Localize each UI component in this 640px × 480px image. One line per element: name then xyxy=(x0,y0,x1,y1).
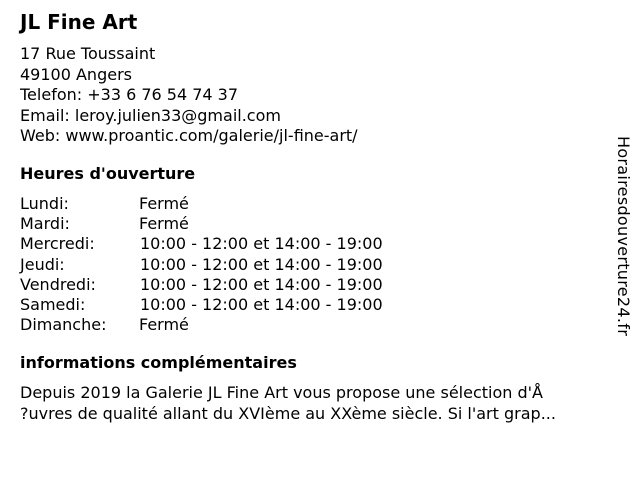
email-line: Email: leroy.julien33@gmail.com xyxy=(20,105,281,125)
web-line: Web: www.proantic.com/galerie/jl-fine-art/ xyxy=(20,126,358,145)
additional-info-text xyxy=(20,382,556,424)
opening-hours-heading: Heures d'ouverture xyxy=(20,164,196,183)
day-label: Lundi: xyxy=(20,194,69,213)
day-label: Dimanche: xyxy=(20,315,107,335)
phone-line: Telefon: +33 6 76 54 74 37 xyxy=(20,85,239,104)
site-watermark: Horairesdouverture24.fr xyxy=(614,136,633,337)
address-line-city: 49100 Angers xyxy=(20,64,132,84)
hours-value: 10:00 - 12:00 et 14:00 - 19:00 xyxy=(140,294,383,314)
hours-value: Fermé xyxy=(139,214,189,234)
business-name: JL Fine Art xyxy=(20,10,138,34)
info-line: ?uvres de qualité allant du XVIème au XXème siècle. Si l'art grap... xyxy=(20,404,556,423)
hours-value: 10:00 - 12:00 et 14:00 - 19:00 xyxy=(140,234,383,254)
day-label: Mardi: xyxy=(20,214,70,234)
hours-value: Fermé xyxy=(139,194,189,213)
day-label: Vendredi: xyxy=(20,274,96,294)
hours-value: Fermé xyxy=(139,315,189,335)
day-label: Samedi: xyxy=(20,294,86,314)
contact-block xyxy=(20,44,358,147)
hours-value: 10:00 - 12:00 et 14:00 - 19:00 xyxy=(140,274,383,294)
day-label: Jeudi: xyxy=(20,254,65,274)
additional-info-heading: informations complémentaires xyxy=(20,353,297,372)
info-line: Depuis 2019 la Galerie JL Fine Art vous propose une sélection d'Å xyxy=(20,383,543,402)
hours-value: 10:00 - 12:00 et 14:00 - 19:00 xyxy=(140,254,383,274)
day-label: Mercredi: xyxy=(20,234,95,254)
address-line-street: 17 Rue Toussaint xyxy=(20,44,156,63)
